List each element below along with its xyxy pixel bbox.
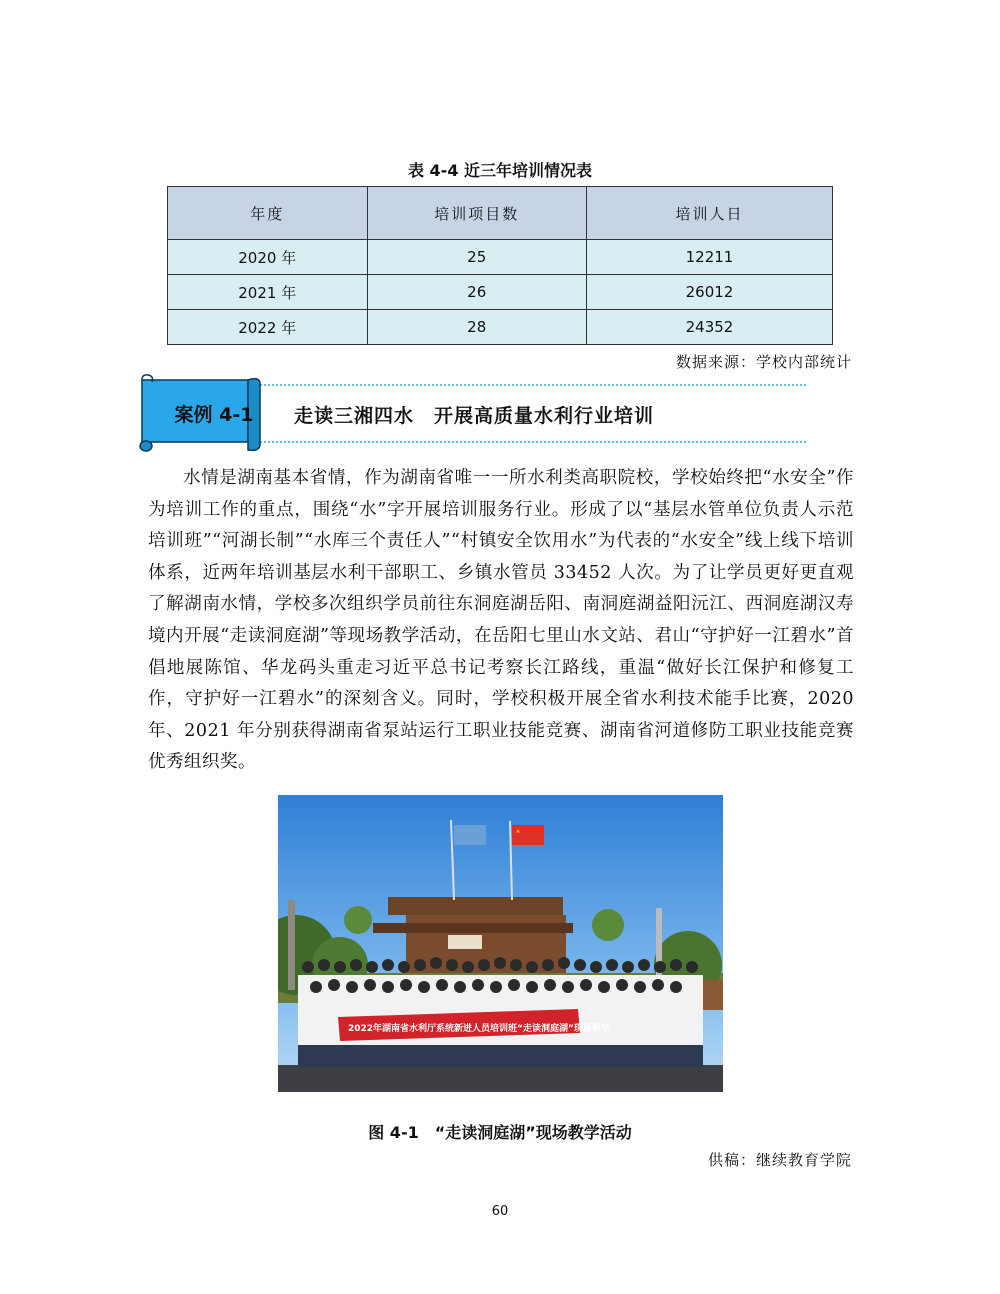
cell-person-days: 26012 (586, 275, 832, 310)
header-projects: 培训项目数 (367, 187, 586, 240)
group-photo-illustration (278, 795, 723, 1092)
cell-projects: 26 (367, 275, 586, 310)
case-title: 走读三湘四水 开展高质量水利行业培训 (294, 405, 655, 427)
figure-caption: 图 4-1 “走读洞庭湖”现场教学活动 (368, 1123, 632, 1142)
table-row (168, 275, 833, 310)
training-table (167, 186, 833, 345)
group-photo (278, 795, 723, 1092)
cell-person-days: 12211 (586, 240, 832, 275)
header-year: 年度 (168, 187, 368, 240)
header-person-days: 培训人日 (586, 187, 832, 240)
cell-year: 2021 年 (168, 275, 368, 310)
cell-person-days: 24352 (586, 310, 832, 345)
table-caption: 表 4-4 近三年培训情况表 (407, 161, 593, 180)
figure-credit: 供稿：继续教育学院 (707, 1151, 852, 1169)
cell-projects: 28 (367, 310, 586, 345)
table-row (168, 240, 833, 275)
cell-projects: 25 (367, 240, 586, 275)
table-row (168, 310, 833, 345)
cell-year: 2022 年 (168, 310, 368, 345)
case-banner (136, 372, 816, 454)
table-source-note: 数据来源：学校内部统计 (675, 353, 852, 371)
table-header-row (168, 187, 833, 240)
page-number: 60 (491, 1204, 509, 1219)
cell-year: 2020 年 (168, 240, 368, 275)
case-body-paragraph: 水情是湖南基本省情，作为湖南省唯一一所水利类高职院校，学校始终把“水安全”作为培训工作的重点，围绕“水”字开展培训服务行业。形成了以“基层水管单位负责人示范培训班”“河湖长制”“水库三个责任人”“村镇安全饮用水”为代表的“水安全”线上线下培训体系，近两年培训基层水利干部职工、乡镇水管员 33452 人次。为了让学员更好更直观了解湖南水情，学校多次组织学员前往东洞庭湖岳阳、南洞庭湖益阳沅江、西洞庭湖汉寿境内开展“走读洞庭湖”等现场教学活动，在岳阳七里山水文站、君山“守护好一江碧水”首倡地展陈馆、华龙码头重走习近平总书记考察长江路线，重温“做好长江保护和修复工作，守护好一江碧水”的深刻含义。同时，学校积极开展全省水利技术能手比赛，2020 年、2021 年分别获得湖南省泵站运行工职业技能竞赛、湖南省河道修防工职业技能竞赛优秀组织奖。 (148, 468, 854, 773)
case-label: 案例 4-1 (174, 404, 254, 426)
photo-banner-text: 2022年湖南省水利厅系统新进人员培训班“走读洞庭湖”现场教学 (348, 1024, 610, 1034)
